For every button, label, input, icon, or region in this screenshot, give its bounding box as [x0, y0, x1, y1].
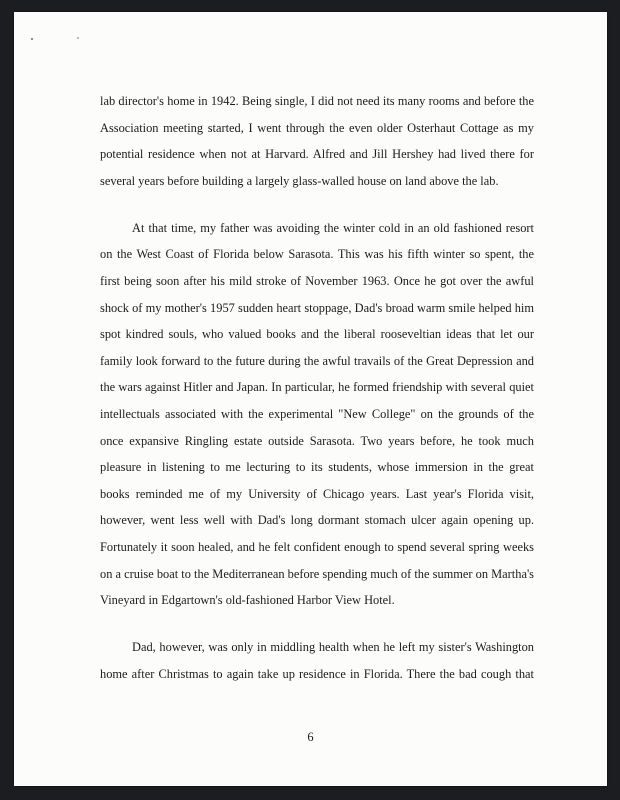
paragraph-2: At that time, my father was avoiding the winter cold in an old fashioned resort on the West Coast of Florida below Sarasota. This was his fifth winter so spent, the first being soon after his mild stroke of November 1963. Once he got over the awful shock of my mother's 1957 sudden heart stoppage, Dad's broad warm smile helped him spot kindred souls, who valued books and the liberal rooseveltian ideas that let our family look forward to the future during the awful travails of the Great Depression and the wars against Hitler and Japan. In particular, he formed friendship with several quiet intellectuals associated with the experimental "New College" on the grounds of the once expansive Ringling estate outside Sarasota. Two years before, he took much pleasure in listening to me lecturing to its students, whose immersion in the great books reminded me of my University of Chicago years. Last year's Florida visit, however, went less well with Dad's long dormant stomach ulcer again opening up. Fortunately it soon healed, and he felt confident enough to spend several spring weeks on a cruise boat to the Mediterranean before spending much of the summer on Martha's Vineyard in Edgartown's old-fashioned Harbor View Hotel.: [100, 220, 534, 608]
paragraph-3: Dad, however, was only in middling health when he left my sister's Washington home after Christmas to again take up residence in Florida. There the bad cough that: [100, 640, 534, 681]
speck-mark: [77, 37, 78, 38]
body-text: [100, 88, 534, 687]
paragraph-1: lab director's home in 1942. Being single, I did not need its many rooms and before the Association meeting started, I went through the even older Osterhaut Cottage as my potential residence when not at Harvard. Alfred and Jill Hershey had lived there for several years before building a largely glass-walled house on land above the lab.: [100, 94, 534, 188]
document-page: [14, 12, 607, 786]
page-number: 6: [307, 730, 314, 744]
speck-mark: [31, 38, 33, 40]
paper-specks: [14, 12, 607, 72]
